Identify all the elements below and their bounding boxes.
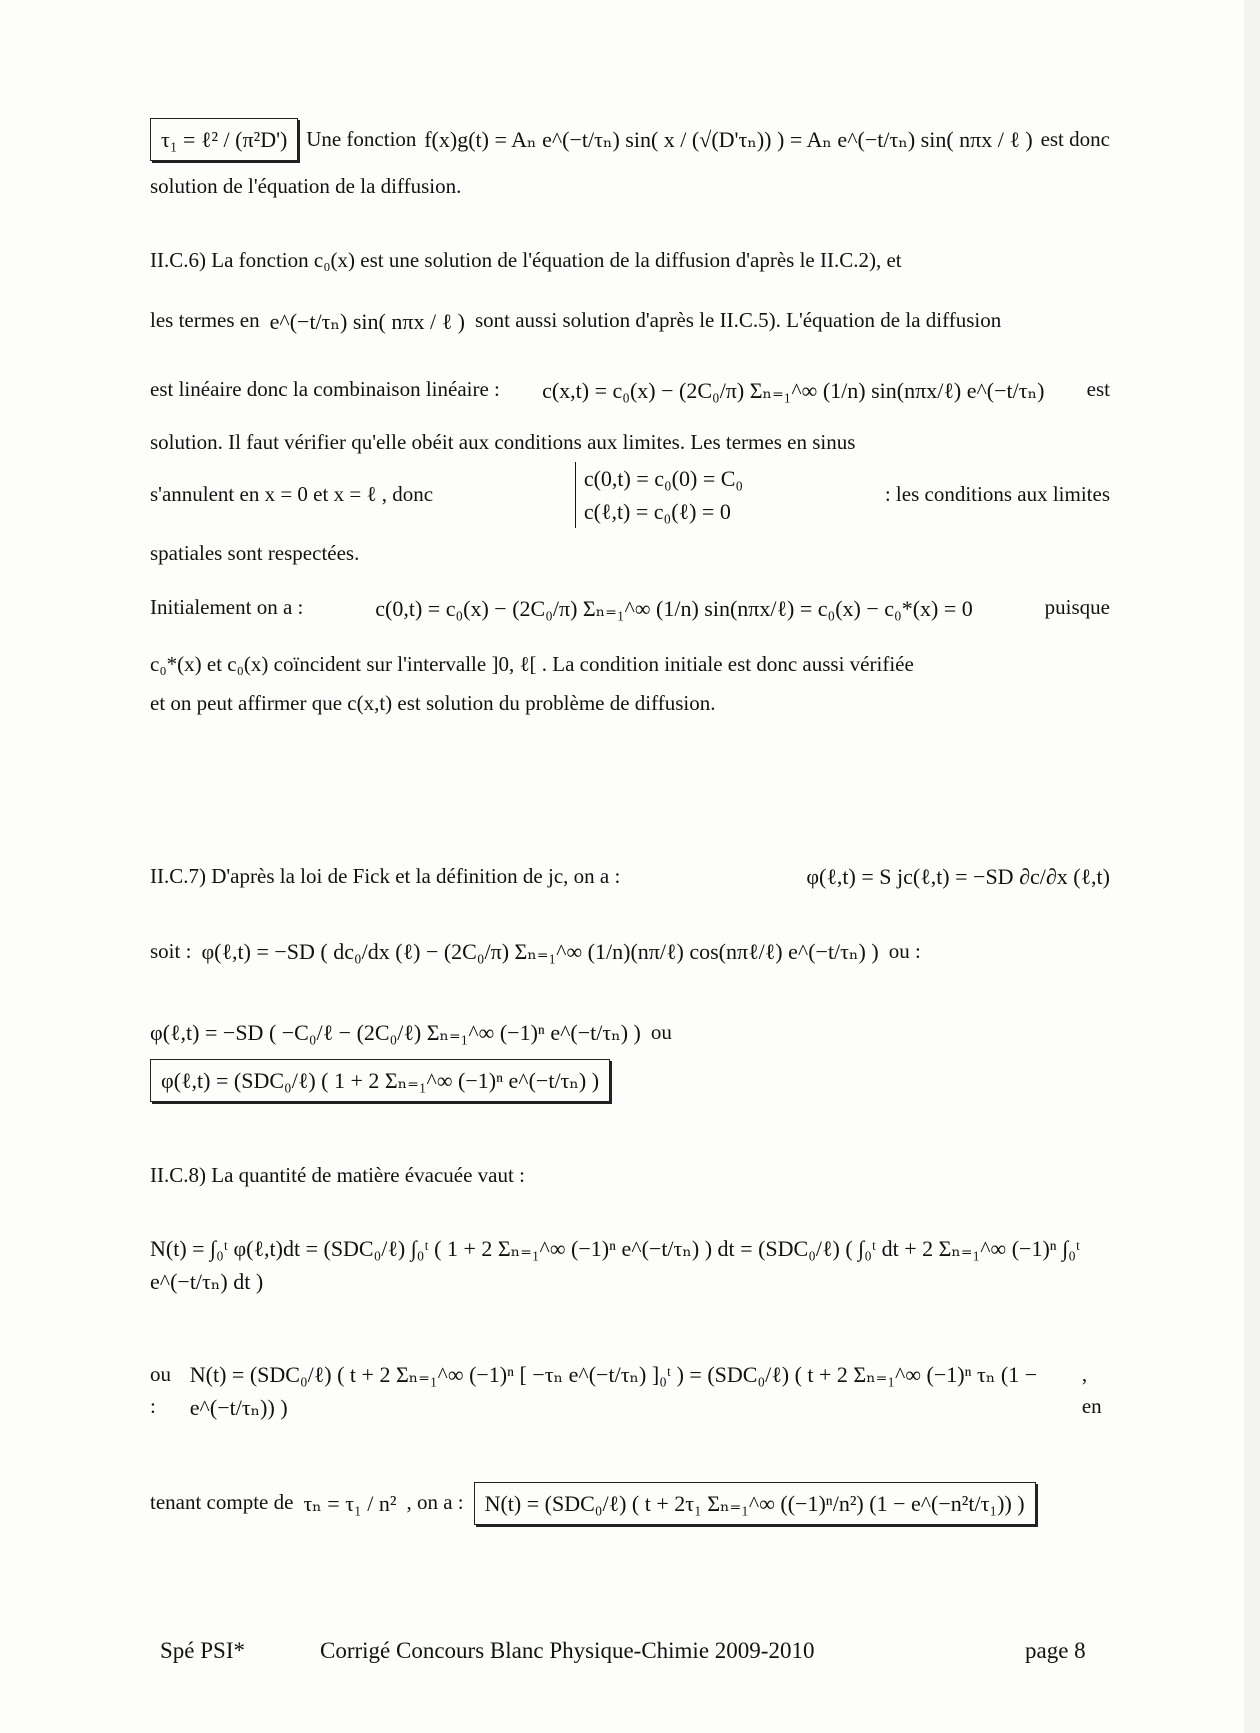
s6-init-b: puisque (1044, 595, 1110, 620)
footer-class: Spé PSI* (160, 1638, 245, 1663)
phi-derivative-equation: φ(ℓ,t) = −SD ( dc₀/dx (ℓ) − (2C₀/π) Σₙ₌₁^∞ (1/n)(nπ/ℓ) cos(nπℓ/ℓ) e^(−t/τₙ) ) (201, 939, 879, 964)
scan-edge (1244, 0, 1260, 1733)
s7-ou2: ou (650, 1019, 672, 1044)
section-IIC8 (150, 1160, 1110, 1525)
phi-boxed-result: φ(ℓ,t) = (SDC₀/ℓ) ( 1 + 2 Σₙ₌₁^∞ (−1)ⁿ e^(−t/τₙ) ) (150, 1059, 610, 1102)
s8-last-b: , on a : (406, 1490, 464, 1515)
cxt-series-equation: c(x,t) = c₀(x) − (2C₀/π) Σₙ₌₁^∞ (1/n) sin(nπx/ℓ) e^(−t/τₙ) (542, 377, 1045, 403)
s6-line3-b: est (1086, 377, 1110, 402)
tau1-boxed-result: τ₁ = ℓ² / (π²D') (150, 118, 298, 161)
intro-end-text: solution de l'équation de la diffusion. (150, 174, 462, 198)
s7-ou: ou : (888, 938, 921, 963)
N-expanded-equation: N(t) = (SDC₀/ℓ) ( t + 2 Σₙ₌₁^∞ (−1)ⁿ [ −τₙ e^(−t/τₙ) ]₀ᵗ ) = (SDC₀/ℓ) ( t + 2 Σₙ₌₁^∞ (−1)ⁿ τₙ (1 − e^(−t/τₙ)) ) (189, 1361, 1038, 1420)
section-IIC7 (150, 860, 1110, 1102)
s6-line9: et on peut affirmer que c(x,t) est solution du problème de diffusion. (150, 691, 716, 715)
s6-line5-a: s'annulent en x = 0 et x = ℓ , donc (150, 482, 434, 507)
s6-line4: solution. Il faut vérifier qu'elle obéit aux conditions aux limites. Les termes en sinus (150, 429, 856, 454)
s8-last-a: tenant compte de (150, 1490, 294, 1515)
s6-init-a: Initialement on a : (150, 595, 304, 620)
section-IIC6 (150, 245, 1110, 720)
phi-series-equation: φ(ℓ,t) = −SD ( −C₀/ℓ − (2C₀/ℓ) Σₙ₌₁^∞ (−1)ⁿ e^(−t/τₙ) ) (150, 1020, 641, 1045)
initial-condition-equation: c(0,t) = c₀(x) − (2C₀/π) Σₙ₌₁^∞ (1/n) sin(nπx/ℓ) = c₀(x) − c₀*(x) = 0 (375, 595, 973, 621)
footer-page-number: page 8 (1025, 1638, 1086, 1663)
s7-soit: soit : (150, 938, 192, 963)
fg-solution-equation: f(x)g(t) = Aₙ e^(−t/τₙ) sin( x / (√(D'τₙ)) ) = Aₙ e^(−t/τₙ) sin( nπx / ℓ ) (424, 127, 1033, 152)
tau-n-relation: τₙ = τ₁ / n² (303, 1490, 397, 1516)
s6-line3-a: est linéaire donc la combinaison linéaire : (150, 377, 500, 402)
s6-line5-b: : les conditions aux limites (884, 482, 1110, 507)
s8-en: , en (1081, 1362, 1102, 1418)
intro-text: Une fonction (306, 126, 417, 151)
s6-line1: II.C.6) La fonction c₀(x) est une solution de l'équation de la diffusion d'après le II.C.2), et (150, 248, 902, 272)
exp-sin-term: e^(−t/τₙ) sin( nπx / ℓ ) (269, 308, 465, 334)
boundary-condition-1: c(0,t) = c₀(0) = C₀ (583, 466, 744, 491)
s6-line2-b: sont aussi solution d'après le II.C.5). L'équation de la diffusion (474, 308, 1002, 333)
footer-title: Corrigé Concours Blanc Physique-Chimie 2009-2010 (320, 1638, 815, 1663)
s8-ou: ou : (150, 1362, 171, 1418)
boundary-conditions-system (575, 462, 743, 528)
intro-block (150, 118, 1110, 203)
s6-line2-a: les termes en (150, 308, 260, 333)
s6-line8: c₀*(x) et c₀(x) coïncident sur l'intervalle ]0, ℓ[ . La condition initiale est donc aussi vérifiée (150, 651, 914, 676)
intro-mid-text: est donc (1040, 126, 1110, 151)
s6-line6: spatiales sont respectées. (150, 541, 360, 565)
N-integral-equation: N(t) = ∫₀ᵗ φ(ℓ,t)dt = (SDC₀/ℓ) ∫₀ᵗ ( 1 + 2 Σₙ₌₁^∞ (−1)ⁿ e^(−t/τₙ) ) dt = (SDC₀/ℓ) ( ∫₀ᵗ dt + 2 Σₙ₌₁^∞ (−1)ⁿ ∫₀ᵗ e^(−t/τₙ) dt ) (150, 1235, 1081, 1294)
boundary-condition-2: c(ℓ,t) = c₀(ℓ) = 0 (583, 499, 731, 524)
N-boxed-result: N(t) = (SDC₀/ℓ) ( t + 2τ₁ Σₙ₌₁^∞ ((−1)ⁿ/n²) (1 − e^(−n²t/τ₁)) ) (474, 1482, 1036, 1525)
s7-line1: II.C.7) D'après la loi de Fick et la définition de jc, on a : (150, 863, 621, 888)
s8-line1: II.C.8) La quantité de matière évacuée vaut : (150, 1163, 525, 1187)
fick-law-equation: φ(ℓ,t) = S jc(ℓ,t) = −SD ∂c/∂x (ℓ,t) (806, 864, 1110, 889)
